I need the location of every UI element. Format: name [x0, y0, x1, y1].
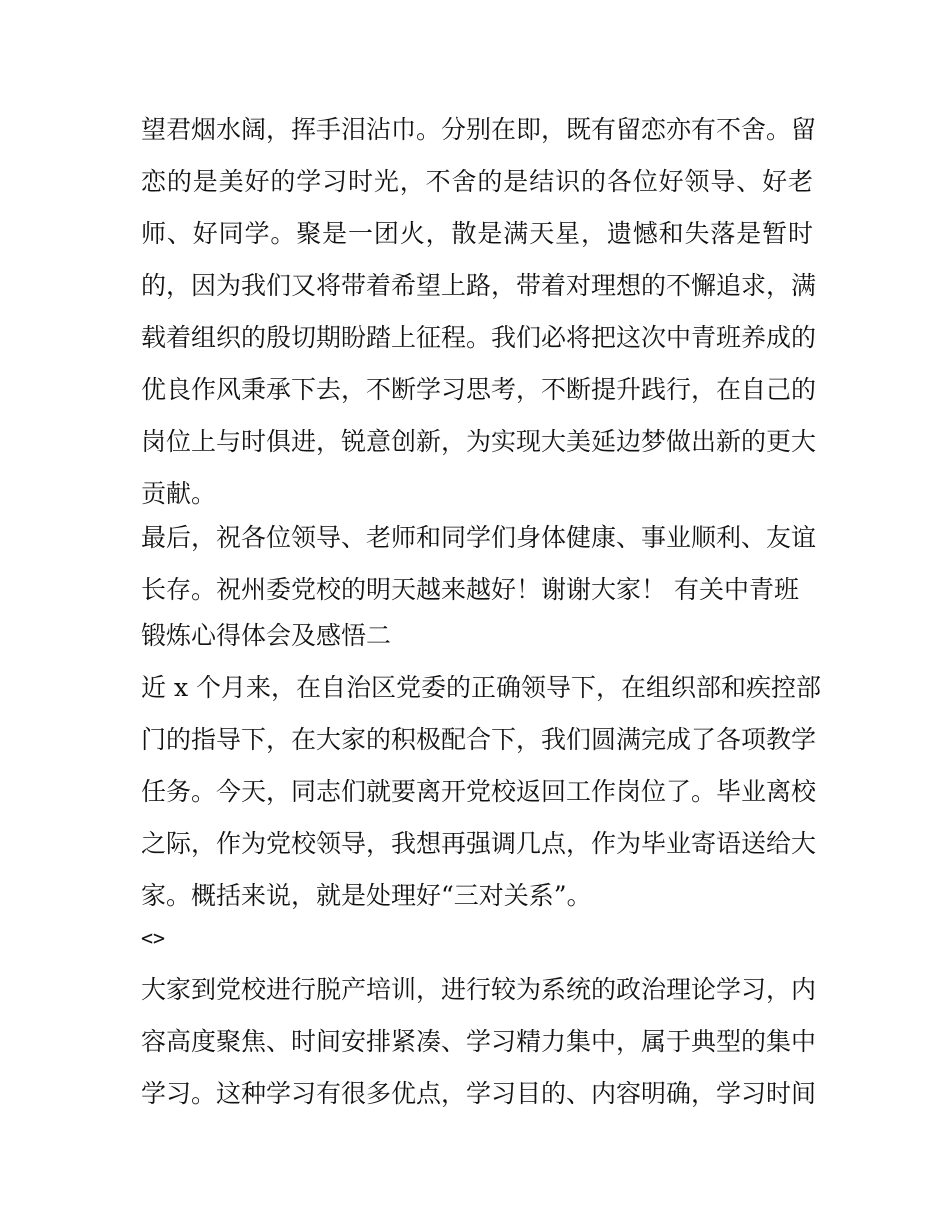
text-line: 师、好同学。聚是一团火，散是满天星，遗憾和失落是暂时: [141, 219, 813, 248]
section-heading: 锻炼心得体会及感悟二: [141, 621, 392, 650]
text-line: 容高度聚焦、时间安排紧凑、学习精力集中，属于典型的集中: [141, 1027, 817, 1056]
text-line: 的，因为我们又将带着希望上路，带着对理想的不懈追求，满: [141, 271, 817, 300]
placeholder-marker: <>: [141, 926, 166, 950]
text-line: 优良作风秉承下去，不断学习思考，不断提升践行，在自己的: [141, 375, 817, 404]
text-line: 最后，祝各位领导、老师和同学们身体健康、事业顺利、友谊: [141, 523, 817, 552]
text-line: 载着组织的殷切期盼踏上征程。我们必将把这次中青班养成的: [141, 323, 817, 352]
text-line: 家。概括来说，就是处理好“三对关系”。: [141, 881, 592, 910]
text-line: 学习。这种学习有很多优点，学习目的、内容明确，学习时间: [141, 1079, 817, 1108]
text-line: 任务。今天，同志们就要离开党校返回工作岗位了。毕业离校: [141, 777, 817, 806]
text-line: 门的指导下，在大家的积极配合下，我们圆满完成了各项教学: [141, 725, 817, 754]
text-line: 岗位上与时俱进，锐意创新，为实现大美延边梦做出新的更大: [141, 427, 817, 456]
text-line: 望君烟水阔，挥手泪沾巾。分别在即，既有留恋亦有不舍。留: [141, 115, 817, 144]
text-line: 大家到党校进行脱产培训，进行较为系统的政治理论学习，内: [141, 975, 817, 1004]
text-line: 长存。祝州委党校的明天越来越好！谢谢大家！ 有关中青班: [141, 575, 799, 604]
text-line: 恋的是美好的学习时光，不舍的是结识的各位好领导、好老: [141, 167, 813, 196]
text-line: 贡献。: [141, 479, 217, 508]
text-line: 之际，作为党校领导，我想再强调几点，作为毕业寄语送给大: [141, 829, 817, 858]
text-line: 近 x 个月来，在自治区党委的正确领导下，在组织部和疾控部: [141, 673, 821, 702]
